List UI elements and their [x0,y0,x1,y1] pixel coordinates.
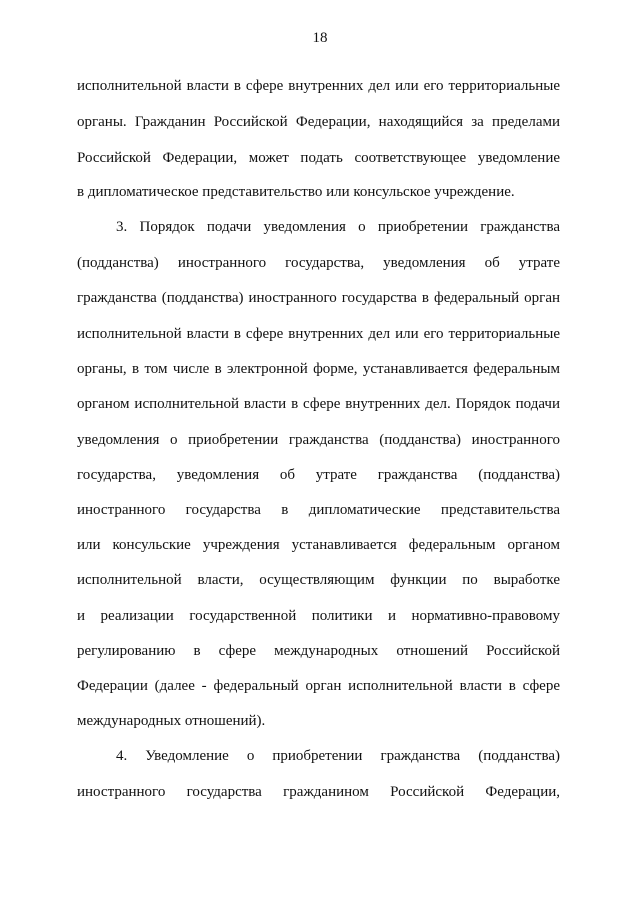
text-line: 3. Порядок подачи уведомления о приобретении гражданства [116,219,560,235]
text-line: Федерации (далее - федеральный орган исполнительной власти в сфере [77,678,560,694]
text-line: или консульские учреждения устанавливается федеральным органом [77,537,560,553]
page-number: 18 [312,30,328,46]
text-line: исполнительной власти в сфере внутренних дел или его территориальные [77,326,560,342]
text-line: иностранного государства в дипломатические представительства [77,502,560,518]
text-line: (подданства) иностранного государства, уведомления об утрате [77,255,560,271]
text-line: государства, уведомления об утрате гражданства (подданства) [77,467,560,483]
text-line: исполнительной власти, осуществляющим функции по выработке [77,572,560,588]
text-line: Российской Федерации, может подать соответствующее уведомление [77,150,560,166]
text-line: органом исполнительной власти в сфере внутренних дел. Порядок подачи [77,396,560,412]
text-line: исполнительной власти в сфере внутренних дел или его территориальные [77,78,560,94]
text-line: 4. Уведомление о приобретении гражданства (подданства) [116,748,560,764]
text-line: регулированию в сфере международных отношений Российской [77,643,560,659]
text-line: органы. Гражданин Российской Федерации, находящийся за пределами [77,114,560,130]
text-line: иностранного государства гражданином Российской Федерации, [77,784,560,800]
text-line: в дипломатическое представительство или консульское учреждение. [77,184,515,200]
text-line: гражданства (подданства) иностранного государства в федеральный орган [77,290,560,306]
text-line: и реализации государственной политики и нормативно-правовому [77,608,560,624]
text-line: органы, в том числе в электронной форме, устанавливается федеральным [77,361,560,377]
text-line: международных отношений). [77,713,266,729]
text-line: уведомления о приобретении гражданства (подданства) иностранного [77,432,560,448]
